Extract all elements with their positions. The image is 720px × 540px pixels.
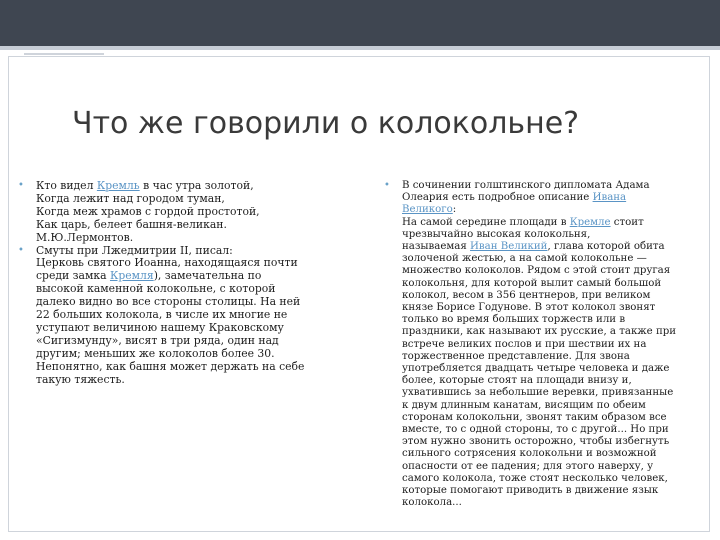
text-line: ухватившись за небольшие веревки, привязанные — [402, 387, 674, 399]
text-line: Церковь святого Иоанна, находящаяся почти — [36, 256, 298, 270]
text-line: уступают величиною нашему Краковскому — [36, 320, 284, 334]
text-line: которые помогают приводить в движение язык — [402, 485, 659, 497]
left-bullet-item — [18, 245, 348, 387]
text-line: В сочинении голштинского дипломата Адама — [402, 180, 650, 191]
text-line: праздники, как называют их русские, а также при — [402, 326, 677, 338]
text-line: Великого: — [402, 204, 457, 216]
right-column — [384, 180, 710, 509]
text-line: этом нужно звонить осторожно, чтобы избегнуть — [402, 436, 670, 448]
bullet-icon: • — [18, 180, 24, 191]
text-line: Когда лежит над городом туман, — [36, 191, 225, 205]
text-line: М.Ю.Лермонтов. — [36, 230, 134, 244]
text-line: колокола... — [402, 497, 462, 509]
text-line: такую тяжесть. — [36, 372, 125, 386]
text-line: вместе, то с одной стороны, то с другой... Но при — [402, 424, 669, 436]
text-line: более, которые стоят на площади внизу и, — [402, 375, 632, 387]
text-line: далеко видно во все стороны столицы. На ней — [36, 295, 301, 309]
text-line: колокольня, для которой вылит самый большой — [402, 277, 662, 289]
text-line: высокой каменной колокольне, с которой — [36, 282, 276, 296]
text-line: множество колоколов. Рядом с этой стоит другая — [402, 265, 671, 277]
left-column — [18, 180, 348, 387]
text-line: Кто видел Кремль в час утра золотой, — [36, 179, 254, 192]
hyperlink[interactable]: Кремля — [109, 269, 154, 283]
text-line: самого колокола, тоже стоят несколько человек, — [402, 472, 668, 484]
text-line: другим; меньших же колоколов более 30. — [36, 346, 275, 360]
text-line: Смуты при Лжедмитрии II, писал: — [36, 243, 233, 257]
text-line: сторонам колокольни, звонят таким образом все — [402, 411, 667, 423]
left-bullet-item — [18, 180, 348, 245]
text-line: золоченой жестью, а на самой колокольне — — [402, 253, 647, 265]
bullet-icon: • — [18, 244, 24, 256]
bullet-icon: • — [384, 180, 390, 191]
hyperlink[interactable]: Иван Великий — [470, 241, 548, 253]
text-line: 22 больших колокола, в числе их многие не — [36, 308, 288, 322]
text-line: среди замка Кремля), замечательна по — [36, 269, 262, 283]
header-stripe — [0, 46, 720, 50]
text-line: употребляется двадцать четыре человека и даже — [402, 363, 670, 375]
frame-accent — [24, 53, 104, 55]
text-line: торжественное представление. Для звона — [402, 350, 630, 362]
text-line: сильного сотрясения колокольни и возможной — [402, 448, 657, 460]
text-line: только во время больших торжеств или в — [402, 314, 626, 326]
text-line: «Сигизмунду», висят в три ряда, один над — [36, 333, 279, 347]
header-bar — [0, 0, 720, 46]
text-line: Непонятно, как башня может держать на себе — [36, 359, 305, 373]
text-line: к двум длинным канатам, висящим по обеим — [402, 399, 646, 411]
hyperlink[interactable]: Ивана — [592, 192, 627, 204]
hyperlink[interactable]: Великого — [402, 204, 453, 216]
slide-title: Что же говорили о колокольне? — [72, 106, 580, 141]
text-line: встрече великих послов и при шествии их на — [402, 338, 647, 350]
text-line: Как царь, белеет башня-великан. — [36, 217, 227, 231]
text-line: чрезвычайно высокая колокольня, — [402, 228, 591, 240]
hyperlink[interactable]: Кремле — [569, 216, 611, 228]
text-line: На самой середине площади в Кремле стоит — [402, 216, 644, 228]
text-line: колокол, весом в 356 центнеров, при великом — [402, 289, 651, 301]
text-line: Олеария есть подробное описание Ивана — [402, 192, 627, 204]
hyperlink[interactable]: Кремль — [96, 179, 140, 192]
text-line: называемая Иван Великий, глава которой обита — [402, 241, 665, 253]
text-line: опасности от ее падения; для этого наверху, у — [402, 460, 654, 472]
text-line: князе Борисе Годунове. В этот колокол звонят — [402, 302, 656, 314]
right-bullet-item — [384, 180, 710, 509]
text-line: Когда меж храмов с гордой простотой, — [36, 204, 260, 218]
